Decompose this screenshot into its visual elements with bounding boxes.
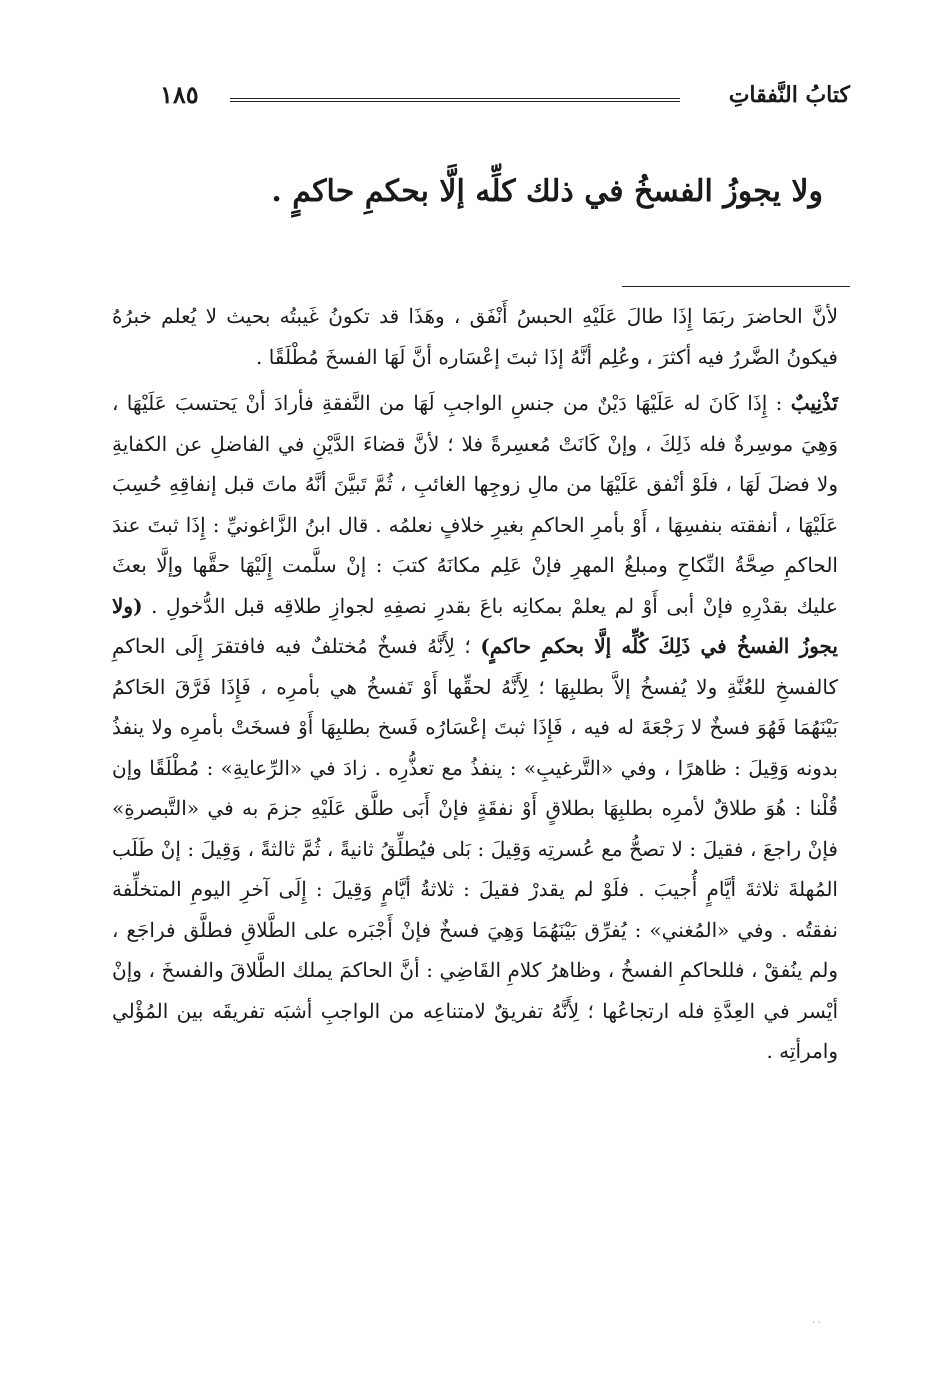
header-rule bbox=[230, 98, 680, 102]
tadhnib-label: تَذْنِيبٌ bbox=[790, 391, 838, 415]
commentary-text bbox=[112, 296, 838, 1072]
commentary-text-run: : إِذَا كَانَ له عَلَيْهَا دَيْنٌ من جنسِ الواجبِ لَهَا من النَّفقةِ فأرادَ أنْ يَحتسبَ عَلَيْهَا ، وَهِيَ موسِرةٌ فله ذَلِكَ ، وإنْ كَانَتْ مُعسِرةً فلا ؛ لأنَّ قضاءَ الدَّيْنِ في الفاضلِ عن الكفايةِ ولا فضلَ لَهَا ، فلَوْ أنْفق عَلَيْهَا من مالِ زوجِها الغائبِ ، ثُمَّ تَبيَّنَ أنَّهُ ماتَ قبل إنفاقِهِ حُسِبَ عَلَيْهَا ، أنفقته بنفسِهَا ، أَوْ بأمرِ الحاكمِ بغيرِ خلافٍ نعلمُه . قال ابنُ الزَّاغونيِّ : إِذَا ثبتَ عندَ الحاكمِ صِحَّةُ النِّكاحِ ومبلغُ المهرِ فإنْ عَلِم مكانَهُ كتبَ : إنْ سلَّمت إِلَيْهَا حقَّها وإلَّا بعثَ عليك بقدْرِهِ فإنْ أبى أَوْ لم يعلمْ بمكانِه باعَ بقدرِ نصفِهِ لجوازِ طلاقِه قبل الدُّخولِ . bbox=[112, 391, 838, 618]
page-number: ١٨٥ bbox=[160, 80, 199, 109]
matn-quote: (ولا يجوزُ الفسخُ في ذَلِكَ كُلِّه إلَّا بحكمِ حاكمٍ) bbox=[112, 593, 838, 658]
main-text: ولا يجوزُ الفسخُ في ذلك كلِّه إلَّا بحكمِ حاكمٍ . bbox=[271, 174, 823, 209]
page-header bbox=[160, 78, 850, 122]
commentary-text-run: ؛ لِأَنَّهُ فسخٌ مُختلفٌ فيه فافتقرَ إِلَى الحاكمِ كالفسخِ للعُنَّةِ ولا يُفسخُ إلاَّ بطلبِهَا ؛ لِأَنَّهُ لحقِّها أَوْ تَفسخُ هي بأمرِه ، فَإِذَا فَرَّقَ الحَاكمُ بَيْنَهُمَا فَهُوَ فسخٌ لا رَجْعَةَ له فيه ، فَإِذَا ثبتَ إعْسَارُه فَسخ بطلبِهَا أَوْ فسخَتْ بأمرِه ولا ينفذُ بدونه وَقِيلَ : ظاهرًا ، وفي «التَّرغيبِ» : ينفذُ مع تعذُّرِه . زادَ في «الرِّعايةِ» : مُطْلَقًا وإن قُلْنا : هُوَ طلاقٌ لأمرِه بطلبِهَا بطلاقٍ أَوْ نفقَةٍ فإنْ أَبَى طلَّق عَلَيْهِ جزمَ به في «التَّبصرةِ» فإنْ راجعَ ، فقيلَ : لا تصحُّ مع عُسرتِه وَقِيلَ : بَلى فيُطلِّقُ ثانيةً ، ثُمَّ ثالثةً ، وَقِيلَ : إنْ طَلَب المُهلةَ ثلاثةَ أيَّامٍ أُجيبَ . فلَوْ لم يقدرْ فقيلَ : ثلاثةُ أيَّامٍ وَقِيلَ : إِلَى آخرِ اليومِ المتخلِّفة نفقتُه . وفي «المُغني» : يُفرِّق بَيْنَهُمَا وَهِيَ فسخٌ فإنْ أَجْبَره على الطَّلاقِ فطلَّق فراجَع ، ولم ينُفقْ ، فللحاكمِ الفسخُ ، وظاهرُ كلامِ القَاضِي : أنَّ الحاكمَ يملك الطَّلاقَ والفسخَ ، وإنْ أيْسر في العِدَّةِ فله ارتجاعُها ؛ لِأَنَّهُ تفريقٌ لامتناعِه من الواجبِ أشبَه تفريقَه بين المُؤْلي وامرأتِه . bbox=[112, 634, 838, 1063]
chapter-title: كتابُ النَّفقاتِ bbox=[728, 82, 850, 108]
commentary-paragraph: لأنَّ الحاضرَ ربَمَا إِذَا طالَ عَلَيْهِ الحبسُ أَنْفَق ، وهَذَا قد تكونُ غَيبتُه بحيث لا يُعلم خبرُهُ فيكونُ الضَّررُ فيه أكثرَ ، وعُلِم أنَّهُ إذَا ثبتَ إعْسَاره أنَّ لَهَا الفسخَ مُطْلَقًا . bbox=[112, 304, 838, 369]
commentary-paragraph bbox=[112, 383, 838, 1072]
scan-mark: · · bbox=[812, 1318, 821, 1328]
footnote-divider bbox=[622, 286, 850, 287]
